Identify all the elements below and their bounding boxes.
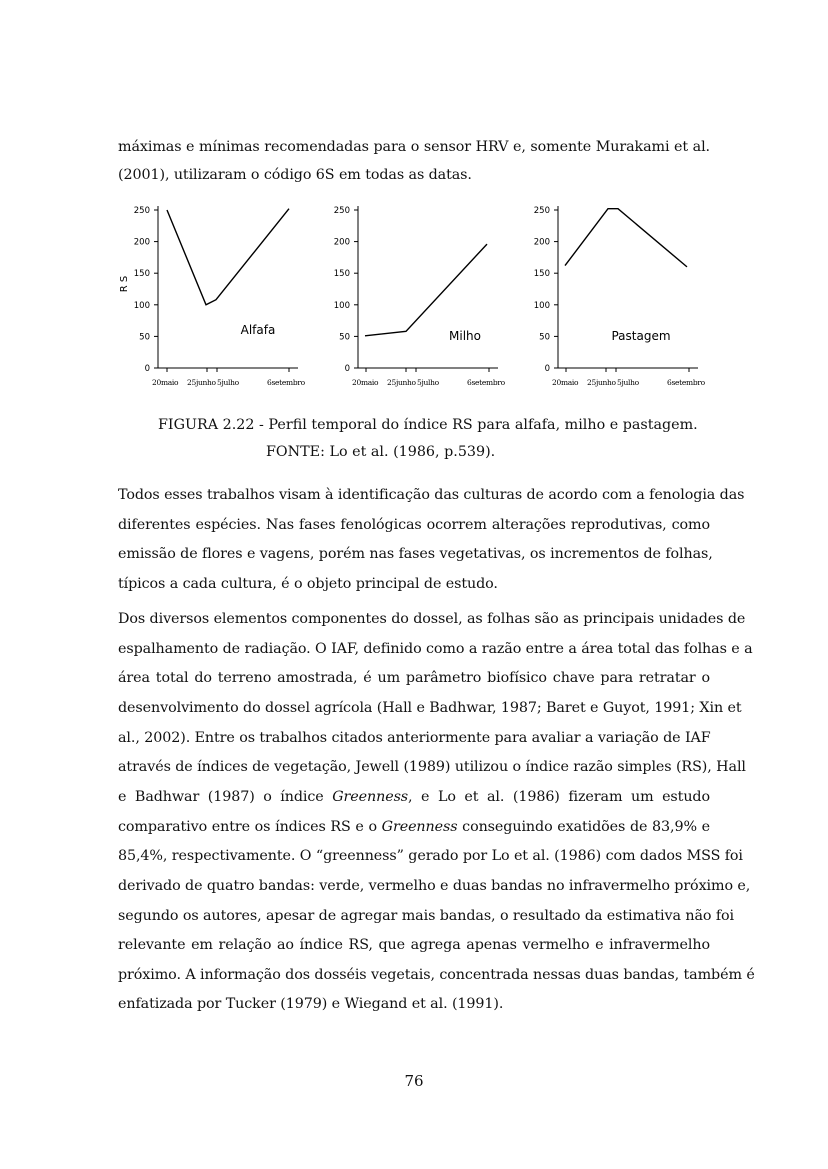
series-line [167, 209, 289, 305]
paragraph2-line: espalhamento de radiação. O IAF, definido como a razão entre a área total das folhas e a [118, 640, 753, 657]
x-tick-label: 5julho [617, 378, 639, 387]
y-tick-label: 150 [333, 269, 350, 280]
figure-caption: FIGURA 2.22 - Perfil temporal do índice RS para alfafa, milho e pastagem. [158, 417, 698, 433]
y-tick-label: 200 [333, 237, 350, 248]
paragraph2-line: e Badhwar (1987) o índice Greenness, e Lo et al. (1986) fizeram um estudo [118, 788, 710, 805]
figure-rs-temporal-profile [100, 198, 720, 398]
y-tick-label: 100 [533, 300, 550, 311]
paragraph1-line: emissão de flores e vagens, porém nas fases vegetativas, os incrementos de folhas, [118, 546, 713, 563]
x-tick-label: 6setembro [467, 378, 505, 387]
y-axis-label: R S [119, 275, 130, 293]
paragraph1-line: diferentes espécies. Nas fases fenológicas ocorrem alterações reprodutivas, como [118, 516, 710, 533]
paragraph2-line: através de índices de vegetação, Jewell (1989) utilizou o índice razão simples (RS), Hall [118, 759, 746, 776]
chart-label: Alfafa [240, 323, 276, 337]
paragraph2-line: 85,4%, respectivamente. O “greenness” gerado por Lo et al. (1986) com dados MSS foi [118, 848, 743, 865]
x-tick-label: 6setembro [667, 378, 705, 387]
x-tick-label: 5julho [217, 378, 239, 387]
y-tick-label: 50 [139, 332, 150, 343]
x-tick-label: 25junho [387, 378, 416, 387]
y-tick-label: 50 [339, 332, 350, 343]
y-tick-label: 250 [533, 206, 550, 216]
paragraph2-line: próximo. A informação dos dosséis vegetais, concentrada nessas duas bandas, também é [118, 966, 755, 983]
y-tick-label: 150 [133, 269, 150, 280]
figure-source: FONTE: Lo et al. (1986, p.539). [266, 444, 496, 460]
x-tick-label: 6setembro [267, 378, 305, 387]
page-number: 76 [404, 1072, 424, 1090]
paragraph2-line: desenvolvimento do dossel agrícola (Hall e Badhwar, 1987; Baret e Guyot, 1991; Xin et [118, 699, 742, 716]
y-tick-label: 0 [144, 364, 150, 374]
paragraph1-line: típicos a cada cultura, é o objeto principal de estudo. [118, 576, 498, 593]
term-greenness: Greenness [332, 788, 409, 805]
series-line [565, 209, 687, 267]
y-tick-label: 250 [333, 206, 350, 216]
paragraph2-line: derivado de quatro bandas: verde, vermelho e duas bandas no infravermelho próximo e, [118, 877, 751, 894]
term-greenness: Greenness [381, 818, 458, 835]
y-tick-label: 100 [133, 300, 150, 311]
intro-line: máximas e mínimas recomendadas para o sensor HRV e, somente Murakami et al. [118, 139, 710, 155]
y-tick-label: 250 [133, 206, 150, 216]
y-tick-label: 0 [344, 364, 350, 374]
x-tick-label: 20maio [352, 378, 379, 387]
paragraph2-line: enfatizada por Tucker (1979) e Wiegand et al. (1991). [118, 996, 504, 1013]
x-tick-label: 5julho [417, 378, 439, 387]
x-tick-label: 20maio [552, 378, 579, 387]
y-tick-label: 200 [133, 237, 150, 248]
x-tick-label: 20maio [152, 378, 179, 387]
y-tick-label: 0 [544, 364, 550, 374]
intro-line: (2001), utilizaram o código 6S em todas as datas. [118, 167, 472, 183]
paragraph2-line: comparativo entre os índices RS e o Greenness conseguindo exatidões de 83,9% e [118, 818, 711, 835]
x-tick-label: 25junho [187, 378, 216, 387]
paragraph1-line: Todos esses trabalhos visam à identificação das culturas de acordo com a fenologia das [118, 487, 745, 503]
series-line [365, 244, 487, 336]
paragraph2-line: Dos diversos elementos componentes do dossel, as folhas são as principais unidades de [118, 611, 746, 627]
chart-label: Pastagem [611, 329, 671, 343]
y-tick-label: 100 [333, 300, 350, 311]
paragraph2-line: segundo os autores, apesar de agregar mais bandas, o resultado da estimativa não foi [118, 907, 735, 924]
y-tick-label: 50 [539, 332, 550, 343]
y-tick-label: 200 [533, 237, 550, 248]
y-tick-label: 150 [533, 269, 550, 280]
paragraph2-line: al., 2002). Entre os trabalhos citados anteriormente para avaliar a variação de IAF [118, 729, 711, 746]
x-tick-label: 25junho [587, 378, 616, 387]
paragraph2-line: relevante em relação ao índice RS, que agrega apenas vermelho e infravermelho [118, 937, 710, 954]
paragraph2-line: área total do terreno amostrada, é um parâmetro biofísico chave para retratar o [118, 670, 710, 687]
chart-label: Milho [449, 329, 481, 343]
